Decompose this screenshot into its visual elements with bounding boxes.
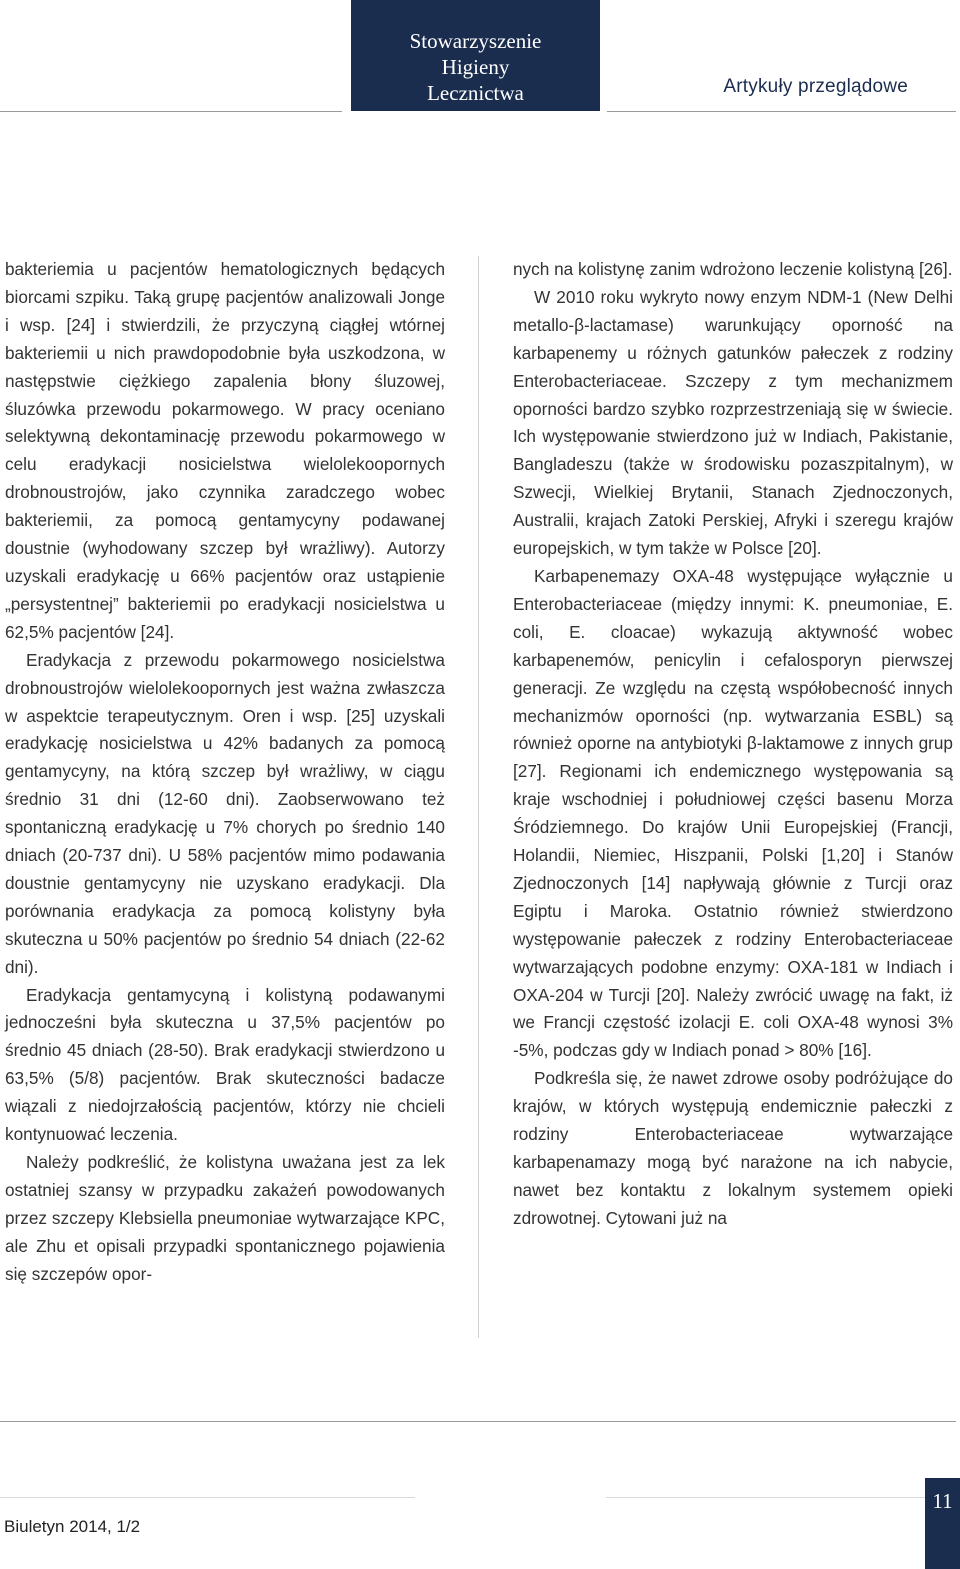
column-divider [478, 256, 479, 1338]
page-number: 11 [925, 1478, 960, 1569]
paragraph: nych na kolistynę zanim wdrożono leczenie kolistyną [26]. [513, 259, 953, 279]
section-title: Artykuły przeglądowe [723, 76, 908, 97]
logo-line-2: Higieny [441, 55, 510, 79]
paragraph: Podkreśla się, że nawet zdrowe osoby podróżujące do krajów, w których występują endemicznie pałeczki z rodziny Enterobacteriaceae wytwarzające karbapenamazy mogą być narażone na ich nabycie, nawet bez kontaktu z lokalnym systemem opieki zdrowotnej. Cytowani już na [513, 1068, 953, 1228]
logo-line-1: Stowarzyszenie [409, 29, 542, 53]
page-number-rule [606, 1497, 925, 1498]
journal-issue: Biuletyn 2014, 1/2 [4, 1517, 141, 1536]
paragraph: W 2010 roku wykryto nowy enzym NDM-1 (New Delhi metallo-β-lactamase) warunkujący oporność na karbapenemy u różnych gatunków pałeczek z rodziny Enterobacteriaceae. Szczepy z tym mechanizmem oporności bardzo szybko rozprzestrzeniają się w świecie. Ich występowanie stwierdzono już w Indiach, Pakistanie, Bangladeszu (także w środowisku pozaszpitalnym), w Szwecji, Wielkiej Brytanii, Stanach Zjednoczonych, Australii, krajach Zatoki Perskiej, Afryki i szeregu krajów europejskich, w tym także w Polsce [20]. [513, 286, 953, 559]
society-logo [351, 0, 600, 111]
paragraph: bakteriemia u pacjentów hematologicznych będących biorcami szpiku. Taką grupę pacjentów analizowali Jonge i wsp. [24] i stwierdzili, że przyczyną ciągłej wtórnej bakteriemii u nich prawdopodobnie była uszkodzona, w następstwie ciężkiego zapalenia błony śluzowej, śluzówka przewodu pokarmowego. W pracy oceniano selektywną dekontaminację przewodu pokarmowego w celu eradykacji nosicielstwa wielolekoopornych drobnoustrojów, jako czynnika zaradczego wobec bakteriemii, za pomocą gentamycyny podawanej doustnie (wyhodowany szczep był wrażliwy). Autorzy uzyskali eradykację u 66% pacjentów oraz ustąpienie „persystentnej” bakteriemii po eradykacji nosicielstwa u 62,5% pacjentów [24]. [5, 259, 445, 642]
header-rule-right [607, 111, 956, 112]
paragraph: Karbapenemazy OXA-48 występujące wyłącznie u Enterobacteriaceae (między innymi: K. pneumoniae, E. coli, E. cloacae) wykazują aktywność wobec karbapenemów, penicylin i cefalosporyn pierwszej generacji. Ze względu na częstą współobecność innych mechanizmów oporności (np. wytwarzania ESBL) są również oporne na antybiotyki β-laktamowe z innych grup [27]. Regionami ich endemicznego występowania są kraje wschodniej i południowej części basenu Morza Śródziemnego. Do krajów Unii Europejskiej (Francji, Holandii, Niemiec, Hiszpanii, Polski [1,20] i Stanów Zjednoczonych [14] napływają głównie z Turcji oraz Egiptu i Maroka. Ostatnio również stwierdzono występowanie pałeczek z rodziny Enterobacteriaceae wytwarzających podobne enzymy: OXA-181 w Indiach i OXA-204 w Turcji [20]. Należy zwrócić uwagę na fakt, iż we Francji częstość izolacji E. coli OXA-48 wynosi 3% -5%, podczas gdy w Indiach ponad > 80% [16]. [513, 565, 953, 1061]
paragraph: Należy podkreślić, że kolistyna uważana jest za lek ostatniej szansy w przypadku zakażeń powodowanych przez szczepy Klebsiella pneumoniae wytwarzające KPC, ale Zhu et opisali przypadki spontanicznego pojawienia się szczepów opor- [5, 1152, 445, 1284]
text-column-left [5, 256, 445, 1289]
footer-thin-rule [0, 1497, 415, 1498]
header-rule-left [0, 111, 342, 112]
footer-rule [0, 1421, 956, 1422]
paragraph: Eradykacja z przewodu pokarmowego nosicielstwa drobnoustrojów wielolekoopornych jest ważna zwłaszcza w aspektcie terapeutycznym. Oren i wsp. [25] uzyskali eradykację nosicielstwa u 42% badanych za pomocą gentamycyny, na którą szczep był wrażliwy, w ciągu średnio 31 dni (12-60 dni). Zaobserwowano też spontaniczną eradykację u 7% chorych po średnio 140 dniach (20-737 dni). U 58% pacjentów mimo podawania doustnie gentamycyny nie uzyskano eradykacji. Dla porównania eradykacja za pomocą kolistyny była skuteczna u 50% pacjentów po średnio 54 dniach (22-62 dni). [5, 649, 445, 977]
logo-line-3: Lecznictwa [427, 81, 524, 105]
text-column-right [513, 256, 953, 1233]
paragraph: Eradykacja gentamycyną i kolistyną podawanymi jednocześni była skuteczna u 37,5% pacjentów po średnio 45 dniach (28-50). Brak eradykacji stwierdzono u 63,5% (5/8) pacjentów. Brak skuteczności badacze wiązali z niedojrzałością pacjentów, którzy nie chcieli kontynuować leczenia. [5, 984, 445, 1145]
